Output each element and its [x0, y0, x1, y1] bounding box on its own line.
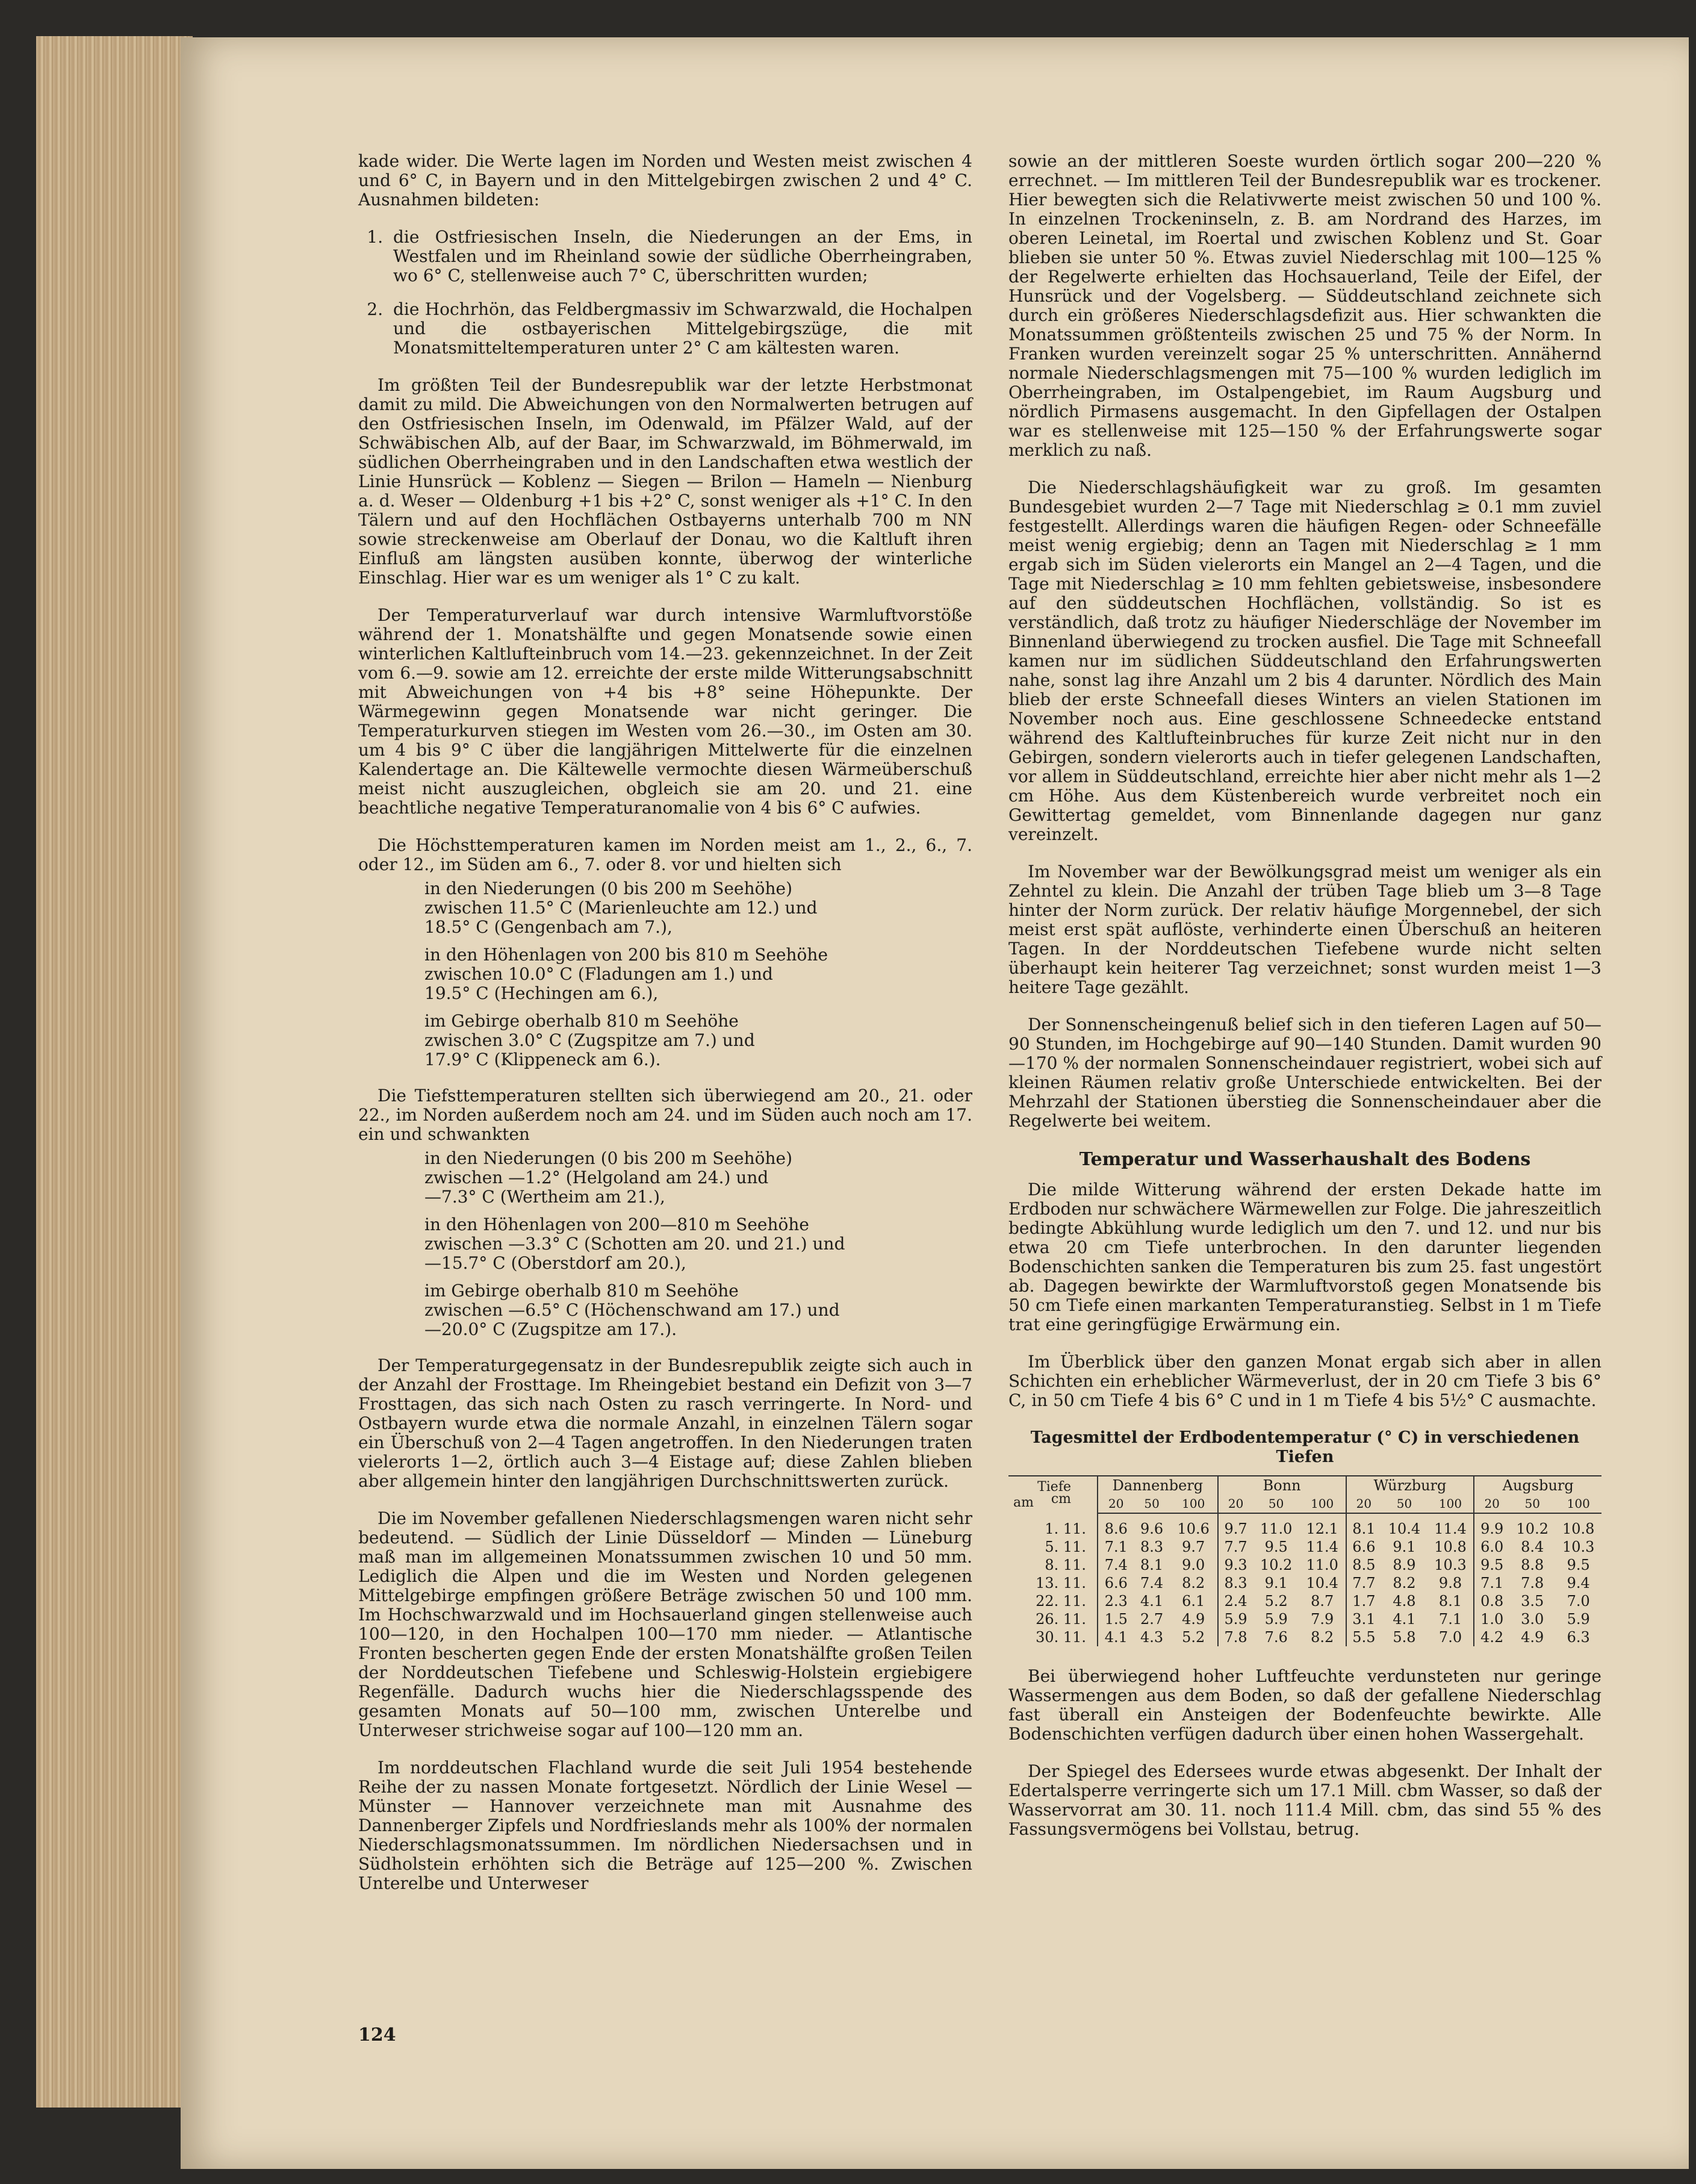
- table-cell: 7.1: [1098, 1538, 1134, 1556]
- table-cell: 9.9: [1474, 1513, 1509, 1538]
- paragraph-lowlands: Im norddeutschen Flachland wurde die seit Juli 1954 bestehende Reihe der zu nassen Monate fortgesetzt. Nördlich der Linie Wesel — Münster — Hannover verzeichnete man mit Ausnahme des Dannenberger Zipfels und Nordfrieslands mehr als 100% der normalen Niederschlagsmonatssummen. Im nördlichen Niedersachsen und in Südholstein erhöhten sich die Beträge auf 125—200 %. Zwischen Unterelbe und Unterweser: [358, 1758, 972, 1893]
- table-cell: 6.0: [1474, 1538, 1509, 1556]
- paragraph-soil-1: Die milde Witterung während der ersten Dekade hatte im Erdboden nur schwächere Wärmewellen zur Folge. Die jahreszeitlich bedingte Abkühlung wurde lediglich um den 7. und 12. und nur bis etwa 20 cm Tiefe unterbrochen. In den darunter liegenden Bodenschichten sanken die Temperaturen bis zum 25. fast ungestört ab. Dagegen bewirkte der Warmluftvorstoß gegen Monatsende bis 50 cm Tiefe einen markanten Temperaturanstieg. Selbst in 1 m Tiefe trat eine geringfügige Erwärmung ein.: [1008, 1180, 1601, 1334]
- table-row: [1008, 1513, 1601, 1538]
- table-row: [1008, 1538, 1601, 1556]
- list-item: 2. die Hochrhön, das Feldbergmassiv im Schwarzwald, die Hochalpen und die ostbayerischen Mittelgebirgszüge, die mit Monatsmitteltemperaturen unter 2° C am kältesten waren.: [388, 300, 972, 358]
- block-line: zwischen 10.0° C (Fladungen am 1.) und: [424, 964, 773, 984]
- depth-header: 100: [1427, 1495, 1474, 1513]
- depth-header: 50: [1509, 1495, 1555, 1513]
- table-cell: 7.0: [1567, 1593, 1590, 1610]
- table-cell: 8.1: [1438, 1593, 1462, 1610]
- block-line: in den Höhenlagen von 200—810 m Seehöhe: [424, 1215, 809, 1234]
- table-cell: 12.1: [1306, 1520, 1338, 1537]
- block-line: —20.0° C (Zugspitze am 17.).: [424, 1319, 677, 1339]
- depth-header: 20: [1346, 1495, 1382, 1513]
- depth-header: 20: [1218, 1495, 1253, 1513]
- table-cell: 7.8: [1521, 1575, 1544, 1591]
- table-cell: 10.8: [1434, 1538, 1467, 1555]
- block-line: zwischen 3.0° C (Zugspitze am 7.) und: [424, 1030, 755, 1050]
- table-body: [1008, 1513, 1601, 1646]
- table-cell: 10.6: [1177, 1520, 1210, 1537]
- table-cell: 9.3: [1218, 1556, 1253, 1574]
- block-line: 19.5° C (Hechingen am 6.),: [424, 983, 659, 1003]
- table-cell: 10.4: [1388, 1520, 1421, 1537]
- table-cell: 7.7: [1218, 1538, 1253, 1556]
- soil-temperature-table: [1008, 1475, 1601, 1646]
- table-cell: 9.5: [1474, 1556, 1509, 1574]
- table-cell: 9.1: [1393, 1538, 1416, 1555]
- paragraph-temperature-course: Der Temperaturverlauf war durch intensive Warmluftvorstöße während der 1. Monatshälfte und gegen Monatsende sowie einen winterlichen Kaltlufteinbruch vom 14.—23. gekennzeichnet. In der Zeit vom 6.—9. sowie am 12. erreichte der erste milde Witterungsabschnitt mit Abweichungen von +4 bis +8° seine Höhepunkte. Der Wärmegewinn gegen Monatsende war nicht geringer. Die Temperaturkurven stiegen im Westen vom 26.—30., im Osten am 30. um 4 bis 9° C über die langjährigen Mittelwerte für die einzelnen Kalendertage an. Die Kältewelle vermochte diesen Wärmeüberschuß meist nicht auszugleichen, obgleich sie am 20. und 21. eine beachtliche negative Temperaturanomalie von 4 bis 6° C aufwies.: [358, 605, 972, 818]
- table-cell: 5.5: [1346, 1628, 1382, 1646]
- table-cell: 3.1: [1346, 1610, 1382, 1628]
- row-date: 22. 11.: [1036, 1593, 1087, 1610]
- document-page: [181, 37, 1689, 2169]
- table-cell: 3.5: [1521, 1593, 1544, 1610]
- block-gap: [424, 1003, 972, 1012]
- paragraph-frost-days: Der Temperaturgegensatz in der Bundesrepublik zeigte sich auch in der Anzahl der Frosttage. Im Rheingebiet bestand ein Defizit von 3—7 Frosttagen, das sich nach Osten zu rasch verringerte. In Nord- und Ostbayern wurde etwa die normale Anzahl, in einzelnen Tälern sogar ein Überschuß von 2—4 Tagen angetroffen. In den Niederungen traten vielerorts 1—2, örtlich auch 3—4 Eistage auf; diese Zahlen blieben aber allgemein hinter den langjährigen Durchschnittswerten zurück.: [358, 1355, 972, 1491]
- depth-header: 50: [1134, 1495, 1170, 1513]
- row-date: 26. 11.: [1036, 1611, 1087, 1628]
- table-cell: 11.4: [1306, 1538, 1338, 1555]
- block-gap: [424, 937, 972, 945]
- right-column: [1008, 152, 1601, 1857]
- list-item: 1. die Ostfriesischen Inseln, die Niederungen an der Ems, in Westfalen und im Rheinland sowie der südliche Oberrheingraben, wo 6° C, stellenweise auch 7° C, überschritten wurden;: [388, 228, 972, 285]
- table-cell: 10.3: [1562, 1538, 1595, 1555]
- corner-label-unit: cm: [1051, 1491, 1071, 1507]
- table-cell: 7.0: [1438, 1629, 1462, 1646]
- table-corner: [1008, 1476, 1098, 1513]
- table-title: Tagesmittel der Erdbodentemperatur (° C) in verschiedenen Tiefen: [1030, 1428, 1580, 1466]
- table-cell: 4.1: [1098, 1628, 1134, 1646]
- table-cell: 7.1: [1474, 1574, 1509, 1592]
- table-cell: 9.4: [1567, 1575, 1590, 1591]
- table-cell: 8.6: [1098, 1513, 1134, 1538]
- table-cell: 6.3: [1567, 1629, 1590, 1646]
- table-cell: 1.5: [1098, 1610, 1134, 1628]
- table-cell: 6.6: [1346, 1538, 1382, 1556]
- block-gap: [424, 1273, 972, 1281]
- block-line: —7.3° C (Wertheim am 21.),: [424, 1187, 665, 1207]
- page-number: 124: [358, 2024, 396, 2046]
- table-cell: 1.0: [1474, 1610, 1509, 1628]
- paragraph-precipitation: Die im November gefallenen Niederschlagsmengen waren nicht sehr bedeutend. — Südlich der Linie Düsseldorf — Minden — Lüneburg maß man im allgemeinen Monatssummen zwischen 10 und 50 mm. Lediglich die Alpen und die im Westen und Norden gelegenen Mittelgebirge empfingen größere Beträge zwischen 50 und 100 mm. Im Hochschwarzwald und im Hochsauerland gingen stellenweise auch 100—120, in den Hochalpen 100—170 mm nieder. — Atlantische Fronten bescherten gegen Ende der ersten Monatshälfte großen Teilen der Norddeutschen Tiefebene und Schleswig-Holstein ergiebigere Regenfälle. Dadurch wuchs hier die Niederschlagsspende des gesamten Monats auf 50—100 mm, zwischen Unterelbe und Unterweser strichweise sogar auf 100—120 mm an.: [358, 1508, 972, 1740]
- table-cell: 7.1: [1438, 1611, 1462, 1628]
- table-cell: 4.3: [1140, 1629, 1164, 1646]
- row-date: 8. 11.: [1045, 1557, 1087, 1573]
- column-header-site: Augsburg: [1474, 1476, 1601, 1495]
- table-cell: 8.7: [1311, 1593, 1334, 1610]
- table-cell: 9.5: [1264, 1538, 1288, 1555]
- block-line: 17.9° C (Klippeneck am 6.).: [424, 1050, 661, 1069]
- table-cell: 8.5: [1346, 1556, 1382, 1574]
- table-row: [1008, 1628, 1601, 1646]
- table-cell: 8.2: [1182, 1575, 1205, 1591]
- paragraph-min-temperatures: Die Tiefsttemperaturen stellten sich überwiegend am 20., 21. oder 22., im Norden außerdem noch am 24. und im Süden auch noch am 17. ein und schwankten: [358, 1086, 972, 1144]
- row-date: 1. 11.: [1045, 1520, 1087, 1537]
- book-page-edges: [36, 36, 193, 2108]
- column-header-site: Würzburg: [1346, 1476, 1474, 1495]
- table-cell: 8.9: [1393, 1557, 1416, 1573]
- block-line: in den Höhenlagen von 200 bis 810 m Seehöhe: [424, 945, 828, 965]
- depth-header: 20: [1474, 1495, 1509, 1513]
- depth-header: 50: [1253, 1495, 1299, 1513]
- block-line: in den Niederungen (0 bis 200 m Seehöhe): [424, 1148, 793, 1168]
- paragraph-cloudiness: Im November war der Bewölkungsgrad meist um weniger als ein Zehntel zu klein. Die Anzahl der trüben Tage blieb um 3—8 Tage hinter der Norm zurück. Der relativ häufige Morgennebel, der sich meist erst spät auflöste, verhinderte einen Überschuß an heiteren Tagen. In der Norddeutschen Tiefebene wurde nicht selten überhaupt kein heiterer Tag verzeichnet; sonst wurden meist 1—3 heitere Tage gezählt.: [1008, 862, 1601, 997]
- block-line: zwischen 11.5° C (Marienleuchte am 12.) und: [424, 898, 818, 918]
- table-cell: 4.1: [1140, 1593, 1164, 1610]
- paragraph-autumn-month: Im größten Teil der Bundesrepublik war der letzte Herbstmonat damit zu mild. Die Abweichungen von den Normalwerten betrugen auf den Ostfriesischen Inseln, im Odenwald, im Pfälzer Wald, auf der Schwäbischen Alb, auf der Baar, im Schwarzwald, im Böhmerwald, im südlichen Oberrheingraben und in den Landschaften etwa westlich der Linie Hunsrück — Koblenz — Siegen — Brilon — Hameln — Nienburg a. d. Weser — Oldenburg +1 bis +2° C, sonst weniger als +1° C. In den Tälern und auf den Hochflächen Ostbayerns unterhalb 700 m NN sowie streckenweise am Oberlauf der Donau, wo die Kaltluft ihren Einfluß am längsten ausüben konnte, überwog der winterliche Einschlag. Hier war es um weniger als 1° C zu kalt.: [358, 375, 972, 588]
- table-cell: 11.4: [1434, 1520, 1467, 1537]
- paragraph-intro: kade wider. Die Werte lagen im Norden und Westen meist zwischen 4 und 6° C, in Bayern und in den Mittelgebirgen zwischen 2 und 4° C. Ausnahmen bildeten:: [358, 151, 972, 210]
- table-cell: 1.7: [1346, 1592, 1382, 1610]
- table-cell: 6.1: [1182, 1593, 1205, 1610]
- paragraph-sunshine: Der Sonnenscheingenuß belief sich in den tieferen Lagen auf 50—90 Stunden, im Hochgebirge auf 90—140 Stunden. Damit wurden 90—170 % der normalen Sonnenscheindauer registriert, wobei sich auf kleinen Räumen relativ große Unterschiede entwickelten. Bei der Mehrzahl der Stationen überstieg die Sonnenscheindauer aber die Regelwerte bei weitem.: [1008, 1015, 1601, 1131]
- corner-label-depth: Tiefe: [1037, 1479, 1071, 1495]
- table-cell: 9.5: [1567, 1557, 1590, 1573]
- depth-header: 100: [1170, 1495, 1218, 1513]
- table-cell: 10.8: [1562, 1520, 1595, 1537]
- table-cell: 8.2: [1311, 1629, 1334, 1646]
- block-line: —15.7° C (Oberstdorf am 20.),: [424, 1253, 686, 1273]
- table-cell: 4.1: [1393, 1611, 1416, 1628]
- table-cell: 11.0: [1306, 1557, 1338, 1573]
- table-row: [1008, 1574, 1601, 1592]
- table-cell: 7.8: [1218, 1628, 1253, 1646]
- table-cell: 6.6: [1098, 1574, 1134, 1592]
- table-cell: 9.6: [1140, 1520, 1164, 1537]
- table-cell: 10.2: [1260, 1557, 1293, 1573]
- table-cell: 7.4: [1098, 1556, 1134, 1574]
- table-cell: 4.9: [1182, 1611, 1205, 1628]
- column-header-site: Dannenberg: [1098, 1476, 1218, 1495]
- table-cell: 8.2: [1393, 1575, 1416, 1591]
- table-cell: 5.8: [1393, 1629, 1416, 1646]
- paragraph-edersee: Der Spiegel des Edersees wurde etwas abgesenkt. Der Inhalt der Edertalsperre verringerte sich um 17.1 Mill. cbm Wasser, so daß der Wasservorrat am 30. 11. noch 111.4 Mill. cbm, das sind 55 % des Fassungsvermögens bei Vollstau, betrug.: [1008, 1761, 1601, 1839]
- left-column: [358, 152, 972, 1911]
- table-cell: 9.8: [1438, 1575, 1462, 1591]
- table-cell: 9.7: [1218, 1513, 1253, 1538]
- table-cell: 4.8: [1393, 1593, 1416, 1610]
- table-cell: 8.3: [1140, 1538, 1164, 1555]
- corner-label-date: am: [1013, 1495, 1034, 1510]
- table-cell: 0.8: [1474, 1592, 1509, 1610]
- paragraph-soil-2: Im Überblick über den ganzen Monat ergab sich aber in allen Schichten ein erheblicher Wärmeverlust, der in 20 cm Tiefe 3 bis 6° C, in 50 cm Tiefe 4 bis 6° C und in 1 m Tiefe 4 bis 5½° C ausmachte.: [1008, 1352, 1601, 1410]
- paragraph-evaporation: Bei überwiegend hoher Luftfeuchte verdunsteten nur geringe Wassermengen aus dem Boden, so daß der gefallene Niederschlag fast überall ein Ansteigen der Bodenfeuchte bewirkte. Alle Bodenschichten verfügen dadurch über einen hohen Wassergehalt.: [1008, 1666, 1601, 1744]
- depth-header: 100: [1299, 1495, 1346, 1513]
- max-temperatures-block: [424, 879, 972, 1069]
- table-cell: 7.4: [1140, 1575, 1164, 1591]
- table-cell: 8.4: [1521, 1538, 1544, 1555]
- table-row: [1008, 1556, 1601, 1574]
- table-cell: 10.4: [1306, 1575, 1338, 1591]
- block-line: zwischen —1.2° (Helgoland am 24.) und: [424, 1168, 769, 1187]
- table-cell: 8.3: [1218, 1574, 1253, 1592]
- table-cell: 2.3: [1098, 1592, 1134, 1610]
- min-temperatures-block: [424, 1149, 972, 1339]
- depth-header: 20: [1098, 1495, 1134, 1513]
- table-cell: 3.0: [1521, 1611, 1544, 1628]
- table-cell: 9.7: [1182, 1538, 1205, 1555]
- block-line: 18.5° C (Gengenbach am 7.),: [424, 917, 672, 937]
- table-cell: 9.1: [1264, 1575, 1288, 1591]
- section-heading: Temperatur und Wasserhaushalt des Bodens: [1079, 1149, 1531, 1170]
- table-cell: 5.2: [1182, 1629, 1205, 1646]
- table-row: [1008, 1592, 1601, 1610]
- table-cell: 10.2: [1516, 1520, 1548, 1537]
- block-line: in den Niederungen (0 bis 200 m Seehöhe): [424, 879, 793, 898]
- row-date: 30. 11.: [1036, 1629, 1087, 1646]
- table-cell: 10.3: [1434, 1557, 1467, 1573]
- block-line: im Gebirge oberhalb 810 m Seehöhe: [424, 1011, 739, 1031]
- table-cell: 11.0: [1260, 1520, 1293, 1537]
- block-line: zwischen —6.5° C (Höchenschwand am 17.) und: [424, 1300, 840, 1320]
- table-cell: 5.9: [1264, 1611, 1288, 1628]
- paragraph-max-temperatures: Die Höchsttemperaturen kamen im Norden meist am 1., 2., 6., 7. oder 12., im Süden am 6., 7. oder 8. vor und hielten sich: [358, 835, 972, 874]
- table-cell: 2.7: [1140, 1611, 1164, 1628]
- block-line: zwischen —3.3° C (Schotten am 20. und 21.) und: [424, 1234, 845, 1254]
- paragraph-soeste: sowie an der mittleren Soeste wurden örtlich sogar 200—220 % errechnet. — Im mittleren Teil der Bundesrepublik war es trockener. Hier bewegten sich die Relativwerte meist zwischen 50 und 100 %. In einzelnen Trockeninseln, z. B. am Nordrand des Harzes, im oberen Leinetal, im Roertal und zwischen Koblenz und St. Goar blieben sie unter 50 %. Etwas zuviel Niederschlag mit 100—125 % der Regelwerte erhielten das Hochsauerland, Teile der Eifel, der Hunsrück und der Vogelsberg. — Süddeutschland zeichnete sich durch ein größeres Niederschlagsdefizit aus. Hier schwankten die Monatssummen größtenteils zwischen 25 und 75 % der Norm. In Franken wurden vereinzelt sogar 25 % unterschritten. Annähernd normale Niederschlagsmengen mit 75—100 % wurden lediglich im Oberrheingraben, im Ostalpengebiet, im Raum Augsburg und nördlich Pirmasens ausgemacht. In den Gipfellagen der Ostalpen war es stellenweise mit 125—150 % der Erfahrungswerte sogar merklich zu naß.: [1008, 151, 1601, 460]
- depth-header: 100: [1555, 1495, 1601, 1513]
- table-cell: 5.9: [1218, 1610, 1253, 1628]
- exceptions-list: [358, 228, 972, 358]
- table-cell: 7.6: [1264, 1629, 1288, 1646]
- depth-header: 50: [1381, 1495, 1427, 1513]
- table-cell: 5.9: [1567, 1611, 1590, 1628]
- row-date: 5. 11.: [1045, 1538, 1087, 1555]
- table-cell: 9.0: [1182, 1557, 1205, 1573]
- table-cell: 2.4: [1218, 1592, 1253, 1610]
- table-cell: 5.2: [1264, 1593, 1288, 1610]
- table-cell: 4.2: [1474, 1628, 1509, 1646]
- block-gap: [424, 1207, 972, 1215]
- block-line: im Gebirge oberhalb 810 m Seehöhe: [424, 1281, 739, 1301]
- row-date: 13. 11.: [1036, 1575, 1087, 1591]
- table-cell: 8.1: [1346, 1513, 1382, 1538]
- table-cell: 7.7: [1346, 1574, 1382, 1592]
- table-row: [1008, 1610, 1601, 1628]
- table-cell: 4.9: [1521, 1629, 1544, 1646]
- paragraph-precipitation-frequency: Die Niederschlagshäufigkeit war zu groß. Im gesamten Bundesgebiet wurden 2—7 Tage mit Niederschlag ≥ 0.1 mm zuviel festgestellt. Allerdings waren die häufigen Regen- oder Schneefälle meist wenig ergiebig; denn an Tagen mit Niederschlag ≥ 1 mm ergab sich im Süden vielerorts ein Mangel an 2—4 Tagen, und die Tage mit Niederschlag ≥ 10 mm fehlten gebietsweise, insbesondere auf den süddeutschen Hochflächen, vollständig. So ist es verständlich, daß trotz zu häufiger Niederschläge der November im Binnenland überwiegend zu trocken ausfiel. Die Tage mit Schneefall kamen nur im südlichen Süddeutschland den Erfahrungswerten nahe, sonst lag ihre Anzahl um 2 bis 4 darunter. Nördlich des Main blieb der erste Schneefall dieses Winters an vielen Stationen im November noch aus. Eine geschlossene Schneedecke entstand während des Kaltlufteinbruches für kurze Zeit nicht nur in den Gebirgen, sondern vielerorts auch in tiefer gelegenen Landschaften, vor allem in Süddeutschland, erreichte hier aber nicht mehr als 1—2 cm Höhe. Aus dem Küstenbereich wurde verbreitet noch ein Gewittertag gemeldet, vom Binnenlande dagegen nur ganz vereinzelt.: [1008, 478, 1601, 844]
- table-cell: 8.8: [1521, 1557, 1544, 1573]
- table-cell: 8.1: [1140, 1557, 1164, 1573]
- table-cell: 7.9: [1311, 1611, 1334, 1628]
- column-header-site: Bonn: [1218, 1476, 1346, 1495]
